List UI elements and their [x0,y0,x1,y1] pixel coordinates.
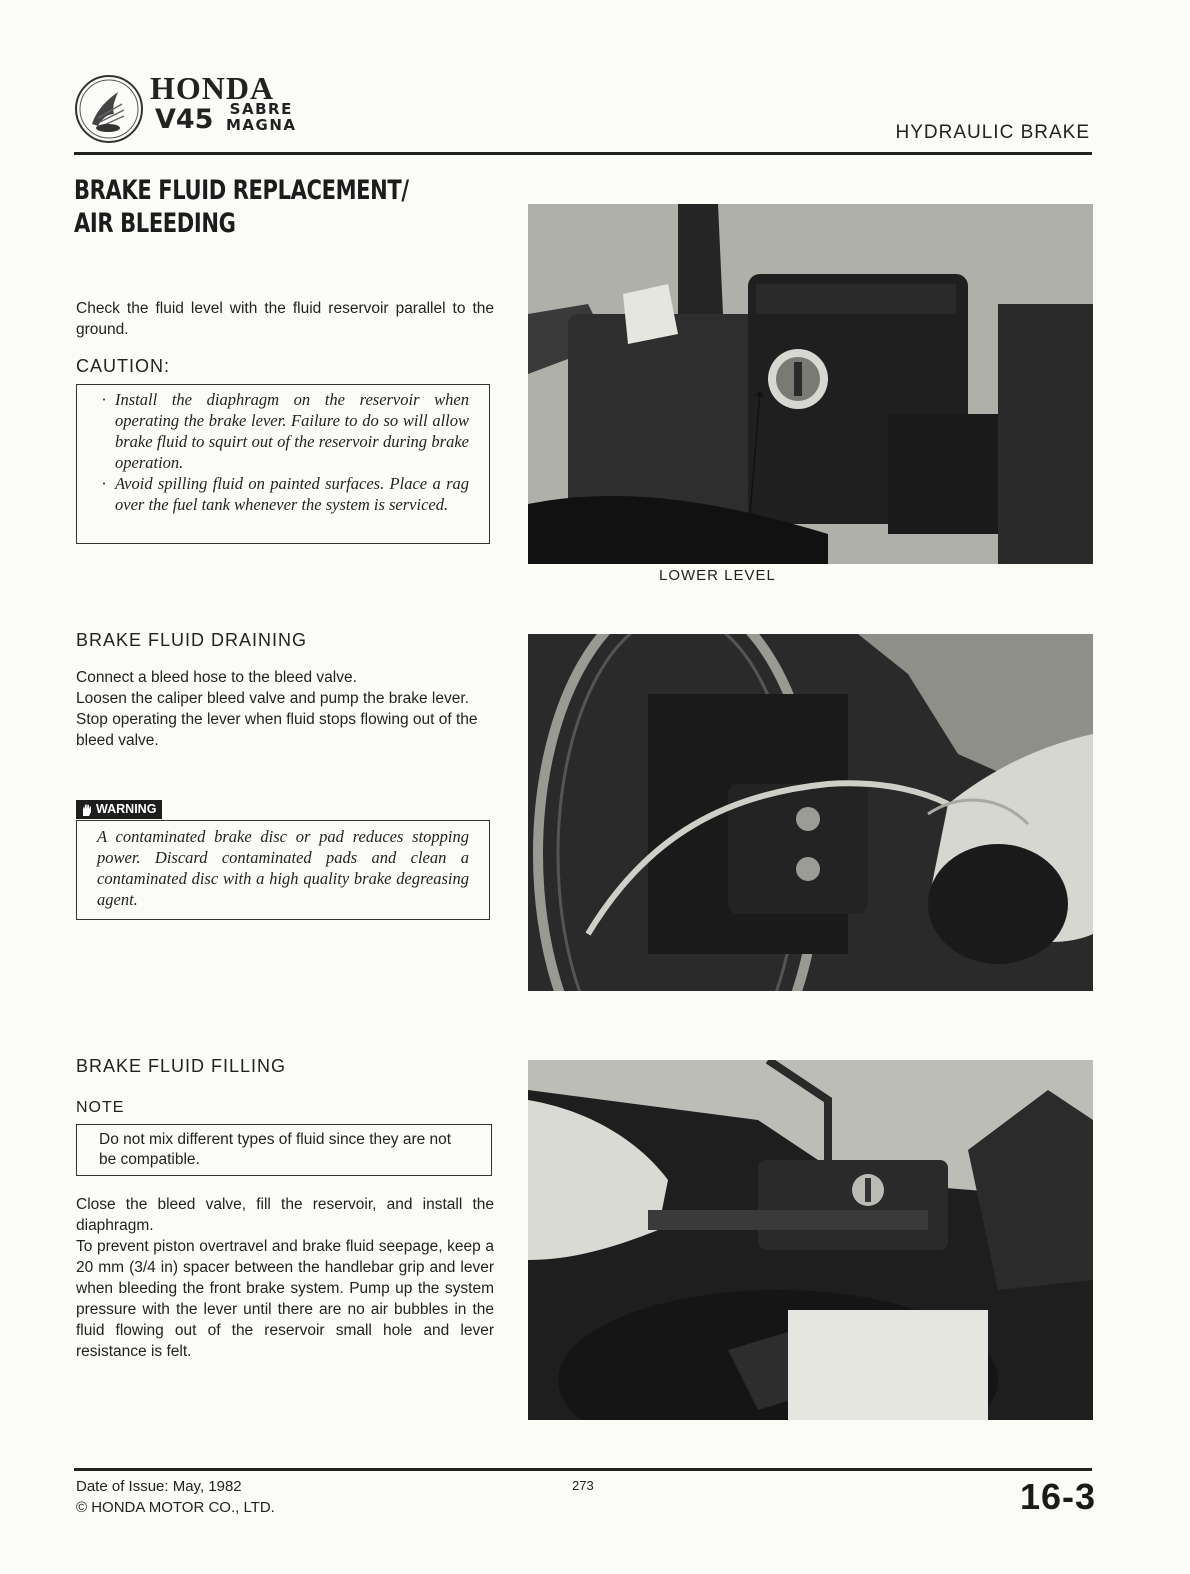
draining-line: Connect a bleed hose to the bleed valve. [76,669,357,686]
header-rule [74,152,1092,155]
warning-label: WARNING [96,802,157,816]
draining-line: Stop operating the lever when fluid stops flowing out of the bleed valve. [76,711,478,749]
variant-magna: MAGNA [226,116,297,134]
model-name: V45 [155,104,214,135]
brand-name: HONDA [150,70,275,106]
model-variants [226,101,297,133]
filling-para: To prevent piston overtravel and brake fluid seepage, keep a 20 mm (3/4 in) spacer between the handlebar grip and lever when bleeding the front brake system. Pump up the system pressure with the lever until there are no air bubbles in the fluid flowing out of the reservoir small hole and lever resistance is felt. [76,1238,494,1360]
draining-line: Loosen the caliper bleed valve and pump the brake lever. [76,690,469,707]
note-text: Do not mix different types of fluid since they are not be compatible. [99,1131,452,1168]
warning-tag [76,800,162,819]
note-box [76,1124,492,1176]
copyright: © HONDA MOTOR CO., LTD. [76,1499,275,1516]
photo-caliper-bleed-valve [528,634,1093,991]
page-title-line2: AIR BLEEDING [74,208,236,239]
section-name: HYDRAULIC BRAKE [895,122,1090,143]
section-page-number: 16-3 [1019,1476,1096,1517]
draining-text [76,667,494,751]
page-title [74,174,409,240]
honda-wing-emblem [74,74,144,144]
figure-callout-lower-level: LOWER LEVEL [659,567,776,584]
hand-warning-icon [80,803,94,817]
warning-text: A contaminated brake disc or pad reduces stopping power. Discard contaminated pads and clean a contaminated disc with a high quality brake degreasing agent. [97,827,469,909]
page-number: 273 [572,1478,594,1493]
caution-label: CAUTION: [76,356,171,376]
caution-item: · Avoid spilling fluid on painted surfaces. Place a rag over the fuel tank whenever the system is serviced. [101,474,469,514]
footer-rule [74,1468,1092,1471]
draining-heading: BRAKE FLUID DRAINING [76,630,308,650]
issue-date: Date of Issue: May, 1982 [76,1478,242,1495]
note-label: NOTE [76,1099,125,1116]
photo-master-cylinder [528,204,1093,564]
filling-text [76,1194,494,1362]
warning-box [76,820,490,920]
intro-text: Check the fluid level with the fluid reservoir parallel to the ground. [76,300,494,338]
filling-para: Close the bleed valve, fill the reservoir, and install the diaphragm. [76,1196,494,1234]
caution-item: · Install the diaphragm on the reservoir when operating the brake lever. Failure to do so will allow brake fluid to squirt out of the reservoir during brake operation. [101,390,469,472]
photo-handlebar-spacer [528,1060,1093,1420]
page-title-line1: BRAKE FLUID REPLACEMENT/ [74,175,409,206]
variant-sabre: SABRE [229,100,293,118]
filling-heading: BRAKE FLUID FILLING [76,1056,287,1076]
footer-issue-info [76,1476,275,1518]
caution-box [76,384,490,544]
